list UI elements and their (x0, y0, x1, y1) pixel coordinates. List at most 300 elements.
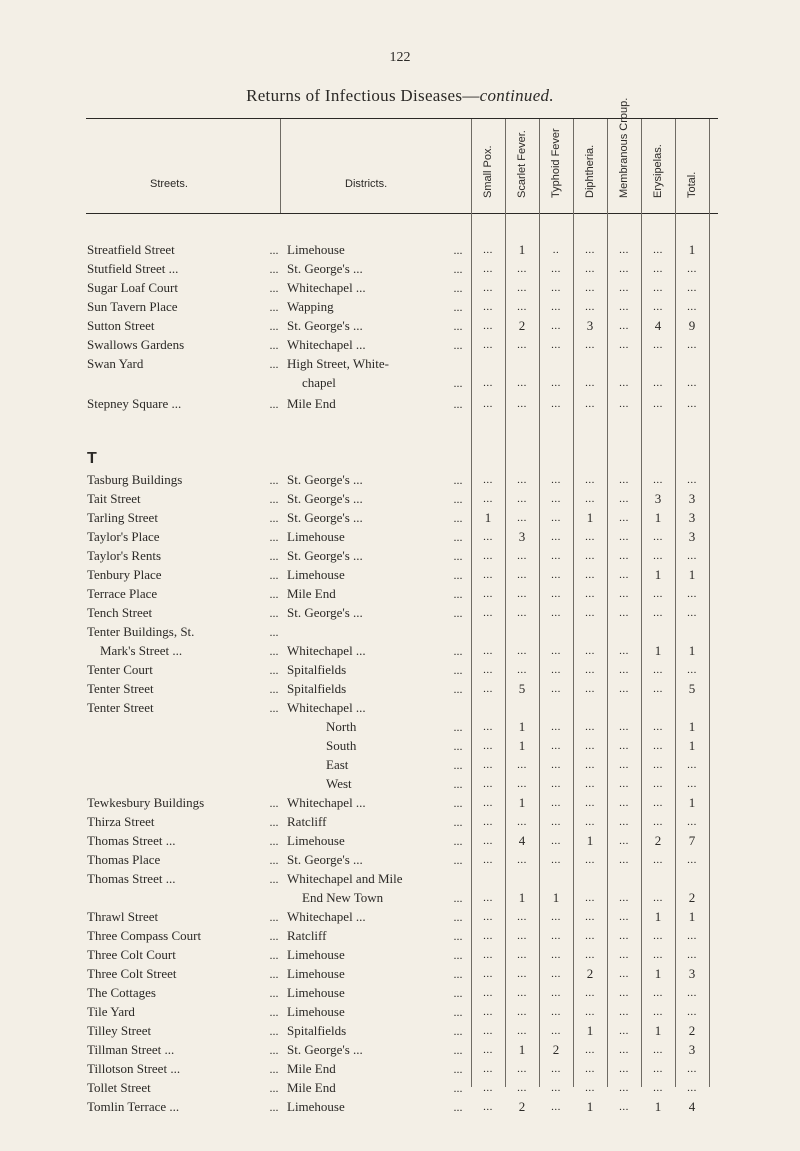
cell-value: ... (551, 1025, 561, 1037)
cell-value: ... (619, 1025, 629, 1037)
leader-dots: ... (453, 511, 463, 525)
cell-value: ... (585, 930, 595, 942)
cell-value: ... (585, 244, 595, 256)
cell-value: ... (619, 740, 629, 752)
table-row (0, 604, 800, 622)
cell-value: 1 (586, 1023, 594, 1038)
street-name: Sugar Loaf Court (87, 280, 178, 295)
table-row (0, 718, 800, 736)
street-name: Tenter Street (87, 681, 154, 696)
cell-value: 1 (688, 738, 696, 753)
leader-dots: ... (269, 625, 279, 639)
district-name: Limehouse (287, 966, 345, 981)
cell-value: 3 (688, 1042, 696, 1057)
cell-value: ... (551, 854, 561, 866)
cell-value: ... (653, 683, 663, 695)
table-row (0, 1003, 800, 1021)
table-row (0, 737, 800, 755)
cell-value: ... (619, 607, 629, 619)
cell-value: ... (653, 778, 663, 790)
district-name: West (326, 776, 352, 791)
cell-value: ... (585, 949, 595, 961)
district-name: Limehouse (287, 833, 345, 848)
cell-value: ... (483, 664, 493, 676)
cell-value: ... (517, 930, 527, 942)
cell-value: ... (619, 911, 629, 923)
leader-dots: ... (453, 319, 463, 333)
cell-value: ... (687, 759, 697, 771)
header-disease-label: Diphtheria. (584, 144, 596, 198)
district-name: Limehouse (287, 242, 345, 257)
cell-value: ... (585, 1063, 595, 1075)
cell-value: ... (551, 301, 561, 313)
cell-value: ... (619, 816, 629, 828)
cell-value: 1 (654, 643, 662, 658)
cell-value: ... (653, 1082, 663, 1094)
header-districts: Districts. (345, 178, 388, 190)
district-name: Spitalfields (287, 681, 347, 696)
cell-value: ... (687, 588, 697, 600)
cell-value: ... (551, 759, 561, 771)
leader-dots: ... (453, 587, 463, 601)
cell-value: ... (483, 550, 493, 562)
cell-value: ... (551, 550, 561, 562)
leader-dots: ... (269, 397, 279, 411)
district-name: Whitechapel ... (287, 337, 366, 352)
street-name: Three Colt Court (87, 947, 176, 962)
cell-value: 1 (688, 643, 696, 658)
cell-value: ... (619, 1063, 629, 1075)
cell-value: ... (585, 588, 595, 600)
leader-dots: ... (269, 243, 279, 257)
district-name: Whitechapel ... (287, 280, 366, 295)
street-name: Tewkesbury Buildings (87, 795, 205, 810)
cell-value: 1 (654, 1099, 662, 1114)
cell-value: ... (551, 339, 561, 351)
leader-dots: ... (269, 568, 279, 582)
leader-dots: ... (453, 663, 463, 677)
cell-value: ... (517, 1025, 527, 1037)
leader-dots: ... (453, 891, 463, 905)
table-row (0, 1041, 800, 1059)
cell-value: 1 (654, 909, 662, 924)
cell-value: ... (687, 282, 697, 294)
leader-dots: ... (269, 1081, 279, 1095)
leader-dots: ... (453, 853, 463, 867)
cell-value: ... (551, 320, 561, 332)
street-name: Streatfield Street (87, 242, 175, 257)
cell-value: 3 (586, 318, 594, 333)
cell-value: ... (619, 474, 629, 486)
cell-value: ... (653, 282, 663, 294)
district-name: Mile End (287, 586, 336, 601)
cell-value: 1 (552, 890, 560, 905)
cell-value: ... (483, 911, 493, 923)
district-name: North (326, 719, 357, 734)
cell-value: ... (483, 1006, 493, 1018)
leader-dots: ... (453, 967, 463, 981)
cell-value: ... (687, 607, 697, 619)
cell-value: ... (483, 531, 493, 543)
cell-value: ... (585, 1006, 595, 1018)
cell-value: ... (687, 949, 697, 961)
cell-value: ... (551, 911, 561, 923)
cell-value: ... (551, 282, 561, 294)
cell-value: ... (517, 550, 527, 562)
cell-value: ... (585, 569, 595, 581)
cell-value: ... (483, 987, 493, 999)
cell-value: ... (585, 854, 595, 866)
cell-value: ... (653, 244, 663, 256)
cell-value: 1 (518, 890, 526, 905)
cell-value: ... (483, 892, 493, 904)
cell-value: ... (687, 1082, 697, 1094)
cell-value: ... (517, 759, 527, 771)
leader-dots: ... (453, 1100, 463, 1114)
district-name: Mile End (287, 396, 336, 411)
cell-value: ... (619, 1044, 629, 1056)
cell-value: 4 (654, 318, 662, 333)
cell-value: ... (653, 1006, 663, 1018)
leader-dots: ... (453, 300, 463, 314)
leader-dots: ... (453, 338, 463, 352)
cell-value: ... (653, 987, 663, 999)
cell-value: ... (585, 664, 595, 676)
cell-value: ... (585, 607, 595, 619)
cell-value: ... (687, 301, 697, 313)
district-name: St. George's ... (287, 548, 363, 563)
cell-value: ... (619, 377, 629, 389)
cell-value: ... (585, 778, 595, 790)
leader-dots: ... (453, 1062, 463, 1076)
cell-value: ... (483, 588, 493, 600)
cell-value: ... (585, 645, 595, 657)
cell-value: ... (551, 588, 561, 600)
cell-value: ... (517, 987, 527, 999)
cell-value: ... (619, 721, 629, 733)
cell-value: ... (619, 263, 629, 275)
district-name: Spitalfields (287, 1023, 347, 1038)
cell-value: ... (517, 1063, 527, 1075)
table-row (0, 547, 800, 565)
table-row (0, 775, 800, 793)
district-name: St. George's ... (287, 852, 363, 867)
table-row (0, 889, 800, 907)
district-name: Limehouse (287, 985, 345, 1000)
cell-value: ... (551, 1063, 561, 1075)
cell-value: 1 (586, 1099, 594, 1114)
cell-value: 1 (518, 738, 526, 753)
street-name: Tilley Street (87, 1023, 152, 1038)
cell-value: 1 (586, 833, 594, 848)
cell-value: ... (483, 1044, 493, 1056)
leader-dots: ... (453, 281, 463, 295)
cell-value: ... (551, 645, 561, 657)
cell-value: ... (483, 301, 493, 313)
cell-value: ... (483, 797, 493, 809)
leader-dots: ... (453, 758, 463, 772)
cell-value: 5 (688, 681, 696, 696)
cell-value: ... (483, 320, 493, 332)
header-disease-label: Scarlet Fever. (516, 130, 528, 198)
district-name: St. George's ... (287, 261, 363, 276)
district-name: St. George's ... (287, 491, 363, 506)
cell-value: ... (653, 664, 663, 676)
street-name: The Cottages (87, 985, 156, 1000)
cell-value: ... (483, 949, 493, 961)
street-name: Tillman Street ... (87, 1042, 175, 1057)
cell-value: ... (619, 797, 629, 809)
leader-dots: ... (269, 587, 279, 601)
table-row (0, 756, 800, 774)
cell-value: ... (483, 816, 493, 828)
cell-value: ... (551, 968, 561, 980)
cell-value: ... (687, 263, 697, 275)
cell-value: ... (653, 854, 663, 866)
cell-value: ... (483, 1025, 493, 1037)
cell-value: ... (687, 930, 697, 942)
leader-dots: ... (453, 243, 463, 257)
cell-value: ... (585, 398, 595, 410)
cell-value: 1 (654, 567, 662, 582)
cell-value: ... (619, 1082, 629, 1094)
leader-dots: ... (453, 1024, 463, 1038)
cell-value: ... (551, 1082, 561, 1094)
cell-value: ... (551, 740, 561, 752)
cell-value: ... (619, 569, 629, 581)
cell-value: ... (517, 1082, 527, 1094)
header-disease-label: Total. (686, 171, 698, 198)
district-name: St. George's ... (287, 605, 363, 620)
cell-value: ... (483, 968, 493, 980)
cell-value: ... (653, 301, 663, 313)
cell-value: ... (653, 740, 663, 752)
street-name: Stepney Square ... (87, 396, 182, 411)
cell-value: ... (619, 493, 629, 505)
district-name: Whitechapel ... (287, 795, 366, 810)
leader-dots: ... (453, 473, 463, 487)
cell-value: ... (653, 816, 663, 828)
cell-value: ... (517, 512, 527, 524)
title-main: Returns of Infectious Diseases— (246, 86, 480, 105)
leader-dots: ... (453, 986, 463, 1000)
leader-dots: ... (453, 1005, 463, 1019)
cell-value: 3 (688, 966, 696, 981)
header-streets: Streets. (150, 178, 188, 190)
district-name: St. George's ... (287, 318, 363, 333)
cell-value: ... (551, 607, 561, 619)
district-name: Mile End (287, 1061, 336, 1076)
cell-value: ... (619, 301, 629, 313)
cell-value: ... (687, 1006, 697, 1018)
street-name: Sun Tavern Place (87, 299, 178, 314)
cell-value: 4 (518, 833, 526, 848)
title-italic: continued. (479, 86, 554, 105)
cell-value: ... (653, 930, 663, 942)
cell-value: ... (517, 398, 527, 410)
leader-dots: ... (269, 929, 279, 943)
table-row (0, 528, 800, 546)
cell-value: 2 (688, 1023, 696, 1038)
cell-value: 1 (654, 510, 662, 525)
table-row (0, 298, 800, 316)
cell-value: 7 (688, 833, 696, 848)
cell-value: ... (687, 398, 697, 410)
leader-dots: ... (453, 262, 463, 276)
leader-dots: ... (453, 492, 463, 506)
cell-value: ... (551, 263, 561, 275)
cell-value: ... (653, 550, 663, 562)
leader-dots: ... (269, 338, 279, 352)
cell-value: ... (653, 721, 663, 733)
cell-value: ... (551, 531, 561, 543)
cell-value: ... (653, 797, 663, 809)
cell-value: ... (585, 377, 595, 389)
street-name: Thomas Place (87, 852, 161, 867)
cell-value: 1 (484, 510, 492, 525)
district-name: Ratcliff (287, 928, 327, 943)
cell-value: ... (653, 588, 663, 600)
leader-dots: ... (269, 530, 279, 544)
cell-value: ... (483, 282, 493, 294)
cell-value: ... (585, 740, 595, 752)
cell-value: ... (517, 949, 527, 961)
cell-value: 1 (586, 510, 594, 525)
street-name: Swan Yard (87, 356, 144, 371)
cell-value: ... (551, 987, 561, 999)
cell-value: 2 (654, 833, 662, 848)
table-row (0, 585, 800, 603)
street-name: Tait Street (87, 491, 141, 506)
page-number: 122 (389, 50, 411, 65)
cell-value: ... (551, 683, 561, 695)
cell-value: ... (517, 474, 527, 486)
cell-value: ... (517, 664, 527, 676)
cell-value: ... (483, 854, 493, 866)
district-name: Whitechapel ... (287, 909, 366, 924)
cell-value: ... (687, 816, 697, 828)
cell-value: ... (517, 493, 527, 505)
table-row (0, 908, 800, 926)
cell-value: ... (551, 493, 561, 505)
cell-value: ... (585, 301, 595, 313)
cell-value: ... (551, 569, 561, 581)
cell-value: ... (653, 377, 663, 389)
cell-value: ... (653, 892, 663, 904)
cell-value: ... (483, 493, 493, 505)
table-row (0, 471, 800, 489)
cell-value: 2 (688, 890, 696, 905)
cell-value: ... (585, 282, 595, 294)
cell-value: ... (517, 301, 527, 313)
cell-value: ... (619, 282, 629, 294)
leader-dots: ... (269, 606, 279, 620)
district-name: chapel (302, 375, 336, 390)
cell-value: ... (653, 759, 663, 771)
district-name: St. George's ... (287, 1042, 363, 1057)
leader-dots: ... (269, 948, 279, 962)
cell-value: 3 (654, 491, 662, 506)
cell-value: ... (483, 778, 493, 790)
cell-value: ... (483, 244, 493, 256)
cell-value: 1 (688, 567, 696, 582)
street-name: Tarling Street (87, 510, 158, 525)
leader-dots: ... (453, 1043, 463, 1057)
cell-value: 9 (688, 318, 696, 333)
leader-dots: ... (269, 853, 279, 867)
cell-value: ... (687, 1063, 697, 1075)
cell-value: ... (551, 930, 561, 942)
leader-dots: ... (453, 777, 463, 791)
table-row (0, 336, 800, 354)
leader-dots: ... (269, 511, 279, 525)
cell-value: ... (517, 282, 527, 294)
cell-value: ... (585, 339, 595, 351)
cell-value: ... (619, 835, 629, 847)
cell-value: ... (619, 664, 629, 676)
district-name: High Street, White- (287, 356, 389, 371)
leader-dots: ... (453, 910, 463, 924)
street-name: Taylor's Place (87, 529, 160, 544)
cell-value: ... (585, 816, 595, 828)
cell-value: ... (653, 398, 663, 410)
district-name: Whitechapel ... (287, 643, 366, 658)
district-name: Limehouse (287, 1099, 345, 1114)
table-row (0, 260, 800, 278)
street-name: Stutfield Street ... (87, 261, 179, 276)
district-name: Wapping (287, 299, 334, 314)
cell-value: ... (687, 854, 697, 866)
leader-dots: ... (453, 815, 463, 829)
cell-value: ... (483, 835, 493, 847)
cell-value: ... (517, 607, 527, 619)
cell-value: ... (551, 949, 561, 961)
cell-value: ... (483, 759, 493, 771)
table-row (0, 984, 800, 1002)
leader-dots: ... (269, 357, 279, 371)
cell-value: ... (585, 721, 595, 733)
leader-dots: ... (453, 796, 463, 810)
table-row (0, 946, 800, 964)
leader-dots: ... (453, 530, 463, 544)
cell-value: ... (687, 474, 697, 486)
cell-value: 1 (688, 795, 696, 810)
table-row (0, 374, 800, 392)
cell-value: ... (687, 778, 697, 790)
cell-value: 1 (654, 1023, 662, 1038)
cell-value: ... (483, 740, 493, 752)
table-row (0, 813, 800, 831)
table-row (0, 355, 800, 373)
cell-value: ... (483, 569, 493, 581)
table-row (0, 317, 800, 335)
street-name: Tillotson Street ... (87, 1061, 181, 1076)
leader-dots: ... (453, 720, 463, 734)
cell-value: ... (653, 1063, 663, 1075)
district-name: St. George's ... (287, 510, 363, 525)
leader-dots: ... (453, 568, 463, 582)
street-name: Tile Yard (87, 1004, 135, 1019)
leader-dots: ... (269, 986, 279, 1000)
cell-value: 1 (518, 719, 526, 734)
section-letter: T (87, 450, 97, 467)
district-name: Limehouse (287, 1004, 345, 1019)
street-name: Tenter Buildings, St. (87, 624, 195, 639)
table-row (0, 566, 800, 584)
district-name: St. George's ... (287, 472, 363, 487)
cell-value: ... (483, 398, 493, 410)
cell-value: ... (619, 778, 629, 790)
